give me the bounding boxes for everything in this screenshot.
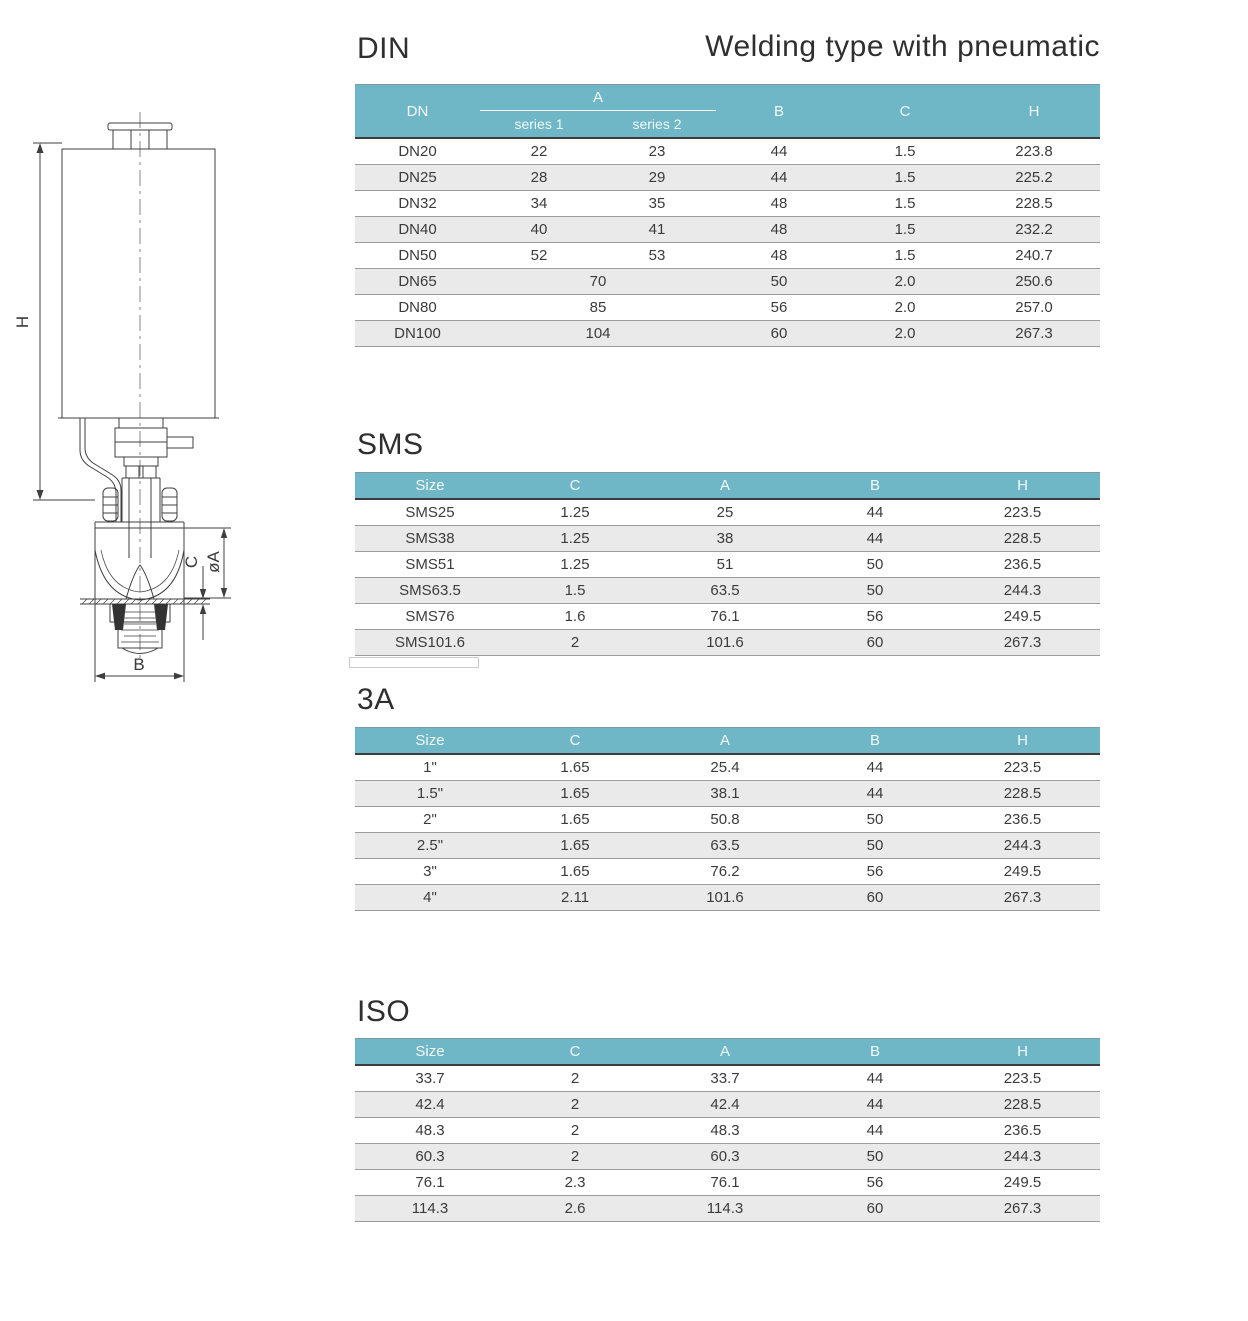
table-row — [355, 833, 1100, 859]
section-title-iso: ISO — [357, 995, 411, 1028]
cell: 2.0 — [842, 321, 968, 347]
cell: 51 — [645, 552, 805, 578]
cell: 42.4 — [645, 1092, 805, 1118]
cell: SMS25 — [355, 499, 505, 526]
cell: 29 — [598, 165, 716, 191]
col-size: Size — [355, 728, 505, 755]
cell: 76.1 — [355, 1170, 505, 1196]
table-row — [355, 1170, 1100, 1196]
cell: 249.5 — [945, 859, 1100, 885]
cell: 2 — [505, 1092, 645, 1118]
cell: 3" — [355, 859, 505, 885]
col-c: C — [842, 85, 968, 139]
dim-label-c: C — [182, 555, 201, 569]
cell: 101.6 — [645, 630, 805, 656]
cell: SMS76 — [355, 604, 505, 630]
cell: 56 — [716, 295, 842, 321]
cell: 1.65 — [505, 833, 645, 859]
cell: 76.1 — [645, 604, 805, 630]
cell: 101.6 — [645, 885, 805, 911]
cell: 2.11 — [505, 885, 645, 911]
cell: 44 — [805, 1065, 945, 1092]
cell: 33.7 — [355, 1065, 505, 1092]
cell: 38 — [645, 526, 805, 552]
cell: 50 — [805, 552, 945, 578]
cell: 2.6 — [505, 1196, 645, 1222]
cell: 44 — [805, 754, 945, 781]
cell: 63.5 — [645, 833, 805, 859]
cell: 48 — [716, 191, 842, 217]
cell: 56 — [805, 604, 945, 630]
cell: 228.5 — [968, 191, 1100, 217]
cell: 50 — [805, 1144, 945, 1170]
cell: 1.5 — [842, 243, 968, 269]
cell: 1.5 — [842, 165, 968, 191]
cell: 44 — [805, 526, 945, 552]
dim-label-b: B — [133, 655, 145, 674]
cell: 228.5 — [945, 526, 1100, 552]
cell: 28 — [480, 165, 598, 191]
dimension-h — [33, 143, 95, 500]
cell: 60 — [805, 1196, 945, 1222]
cell: 244.3 — [945, 578, 1100, 604]
cell: 244.3 — [945, 1144, 1100, 1170]
cell: 236.5 — [945, 552, 1100, 578]
din-table — [355, 84, 1100, 347]
table-row — [355, 526, 1100, 552]
cell: 52 — [480, 243, 598, 269]
sms-table — [355, 472, 1100, 656]
col-b: B — [716, 85, 842, 139]
table-row — [355, 754, 1100, 781]
table-row — [355, 295, 1100, 321]
cell: 2 — [505, 1144, 645, 1170]
col-b: B — [805, 473, 945, 500]
cell: SMS51 — [355, 552, 505, 578]
cell: 1.65 — [505, 807, 645, 833]
cell: 2.3 — [505, 1170, 645, 1196]
cell: 257.0 — [968, 295, 1100, 321]
table-row — [355, 552, 1100, 578]
cell: DN80 — [355, 295, 480, 321]
table-row — [355, 1065, 1100, 1092]
table-row — [355, 499, 1100, 526]
3a-table-header — [355, 728, 1100, 755]
cell: 267.3 — [945, 1196, 1100, 1222]
page-title: Welding type with pneumatic — [705, 30, 1100, 63]
cell: 2.5" — [355, 833, 505, 859]
col-size: Size — [355, 473, 505, 500]
cell: 38.1 — [645, 781, 805, 807]
section-title-din: DIN — [357, 32, 411, 65]
col-a: A — [645, 473, 805, 500]
cell: 249.5 — [945, 1170, 1100, 1196]
table-row — [355, 578, 1100, 604]
section-title-3a: 3A — [357, 683, 395, 716]
cell: DN40 — [355, 217, 480, 243]
cell: 1.5 — [842, 217, 968, 243]
col-h: H — [945, 728, 1100, 755]
cell: SMS38 — [355, 526, 505, 552]
table-row — [355, 885, 1100, 911]
cell: 76.2 — [645, 859, 805, 885]
cell: 34 — [480, 191, 598, 217]
cell: DN25 — [355, 165, 480, 191]
cell: 48 — [716, 243, 842, 269]
mid-connector — [115, 418, 193, 558]
col-a: A — [645, 1039, 805, 1066]
cell: 48 — [716, 217, 842, 243]
table-row — [355, 269, 1100, 295]
cell: 232.2 — [968, 217, 1100, 243]
table-row — [355, 1196, 1100, 1222]
cell: 1.25 — [505, 526, 645, 552]
cell: 44 — [805, 1118, 945, 1144]
cell: 114.3 — [645, 1196, 805, 1222]
table-row — [355, 191, 1100, 217]
cell: 44 — [716, 165, 842, 191]
cell: 40 — [480, 217, 598, 243]
table-row — [355, 604, 1100, 630]
col-series2: series 2 — [598, 111, 716, 139]
col-c: C — [505, 473, 645, 500]
cell: 2" — [355, 807, 505, 833]
table-row — [355, 321, 1100, 347]
cell: 1" — [355, 754, 505, 781]
cell: 41 — [598, 217, 716, 243]
3a-table — [355, 727, 1100, 911]
cell: 4" — [355, 885, 505, 911]
cell: 48.3 — [645, 1118, 805, 1144]
col-c: C — [505, 1039, 645, 1066]
cell: 76.1 — [645, 1170, 805, 1196]
cell: 223.5 — [945, 499, 1100, 526]
cell: DN100 — [355, 321, 480, 347]
iso-table — [355, 1038, 1100, 1222]
table-row — [355, 859, 1100, 885]
cell: 225.2 — [968, 165, 1100, 191]
cell: 44 — [805, 781, 945, 807]
sms-table-header — [355, 473, 1100, 500]
col-h: H — [945, 1039, 1100, 1066]
cell: 228.5 — [945, 781, 1100, 807]
col-h: H — [945, 473, 1100, 500]
cell: 249.5 — [945, 604, 1100, 630]
cell: 2 — [505, 1118, 645, 1144]
cell: 60.3 — [355, 1144, 505, 1170]
cell: 1.25 — [505, 499, 645, 526]
cell: 236.5 — [945, 1118, 1100, 1144]
cell: 1.5 — [842, 191, 968, 217]
cell: 244.3 — [945, 833, 1100, 859]
table-row — [355, 807, 1100, 833]
cell: 56 — [805, 1170, 945, 1196]
valve-technical-drawing — [0, 95, 340, 705]
cell: 44 — [805, 1092, 945, 1118]
col-series1: series 1 — [480, 111, 598, 139]
cell: 250.6 — [968, 269, 1100, 295]
table-row — [355, 1144, 1100, 1170]
dim-label-phi-a: øA — [204, 551, 223, 573]
cell: 114.3 — [355, 1196, 505, 1222]
cell: 25 — [645, 499, 805, 526]
col-c: C — [505, 728, 645, 755]
col-a: A — [645, 728, 805, 755]
cell: 240.7 — [968, 243, 1100, 269]
cell: 267.3 — [945, 630, 1100, 656]
cell: 1.65 — [505, 754, 645, 781]
cell: 50 — [805, 833, 945, 859]
cell: 1.6 — [505, 604, 645, 630]
table-row — [355, 138, 1100, 165]
actuator-cylinder — [58, 149, 219, 418]
cell: 50 — [805, 807, 945, 833]
cell: 60.3 — [645, 1144, 805, 1170]
cell: 2 — [505, 630, 645, 656]
cell: 50 — [805, 578, 945, 604]
cell: 2 — [505, 1065, 645, 1092]
cell: 25.4 — [645, 754, 805, 781]
dimension-c — [200, 566, 206, 640]
cell: 228.5 — [945, 1092, 1100, 1118]
cell: 1.5 — [842, 138, 968, 165]
cell: 63.5 — [645, 578, 805, 604]
cell: SMS101.6 — [355, 630, 505, 656]
table-row — [355, 1118, 1100, 1144]
table-row — [355, 217, 1100, 243]
cell: DN20 — [355, 138, 480, 165]
cell: 1.25 — [505, 552, 645, 578]
cell: 44 — [716, 138, 842, 165]
cell: DN32 — [355, 191, 480, 217]
cell: 2.0 — [842, 269, 968, 295]
section-title-sms: SMS — [357, 428, 424, 461]
iso-table-header — [355, 1039, 1100, 1066]
cell: 2.0 — [842, 295, 968, 321]
table-row — [355, 1092, 1100, 1118]
cell: 267.3 — [945, 885, 1100, 911]
col-b: B — [805, 728, 945, 755]
table-row — [355, 781, 1100, 807]
valve-body — [95, 522, 231, 682]
col-size: Size — [355, 1039, 505, 1066]
dim-label-h: H — [13, 315, 32, 329]
table-row — [355, 630, 1100, 656]
scan-artifact — [349, 657, 479, 668]
cell: 70 — [480, 269, 716, 295]
cell: 1.5" — [355, 781, 505, 807]
cell: 48.3 — [355, 1118, 505, 1144]
cell: 267.3 — [968, 321, 1100, 347]
col-b: B — [805, 1039, 945, 1066]
cell: 1.65 — [505, 781, 645, 807]
cell: 1.5 — [505, 578, 645, 604]
cell: 50.8 — [645, 807, 805, 833]
cell: 1.65 — [505, 859, 645, 885]
cell: 85 — [480, 295, 716, 321]
table-row — [355, 243, 1100, 269]
cell: 236.5 — [945, 807, 1100, 833]
table-row — [355, 165, 1100, 191]
cell: DN50 — [355, 243, 480, 269]
cell: 56 — [805, 859, 945, 885]
cell: 22 — [480, 138, 598, 165]
cell: 35 — [598, 191, 716, 217]
cell: 104 — [480, 321, 716, 347]
cell: DN65 — [355, 269, 480, 295]
col-h: H — [968, 85, 1100, 139]
cell: 23 — [598, 138, 716, 165]
col-dn: DN — [355, 85, 480, 139]
col-a-group: A — [480, 85, 716, 111]
cell: 33.7 — [645, 1065, 805, 1092]
cell: 60 — [805, 885, 945, 911]
cell: 42.4 — [355, 1092, 505, 1118]
cell: 60 — [805, 630, 945, 656]
cell: 223.8 — [968, 138, 1100, 165]
cell: 44 — [805, 499, 945, 526]
cell: 223.5 — [945, 1065, 1100, 1092]
cell: 50 — [716, 269, 842, 295]
din-table-header — [355, 85, 1100, 139]
cell: 53 — [598, 243, 716, 269]
cell: 223.5 — [945, 754, 1100, 781]
cell: 60 — [716, 321, 842, 347]
cell: SMS63.5 — [355, 578, 505, 604]
